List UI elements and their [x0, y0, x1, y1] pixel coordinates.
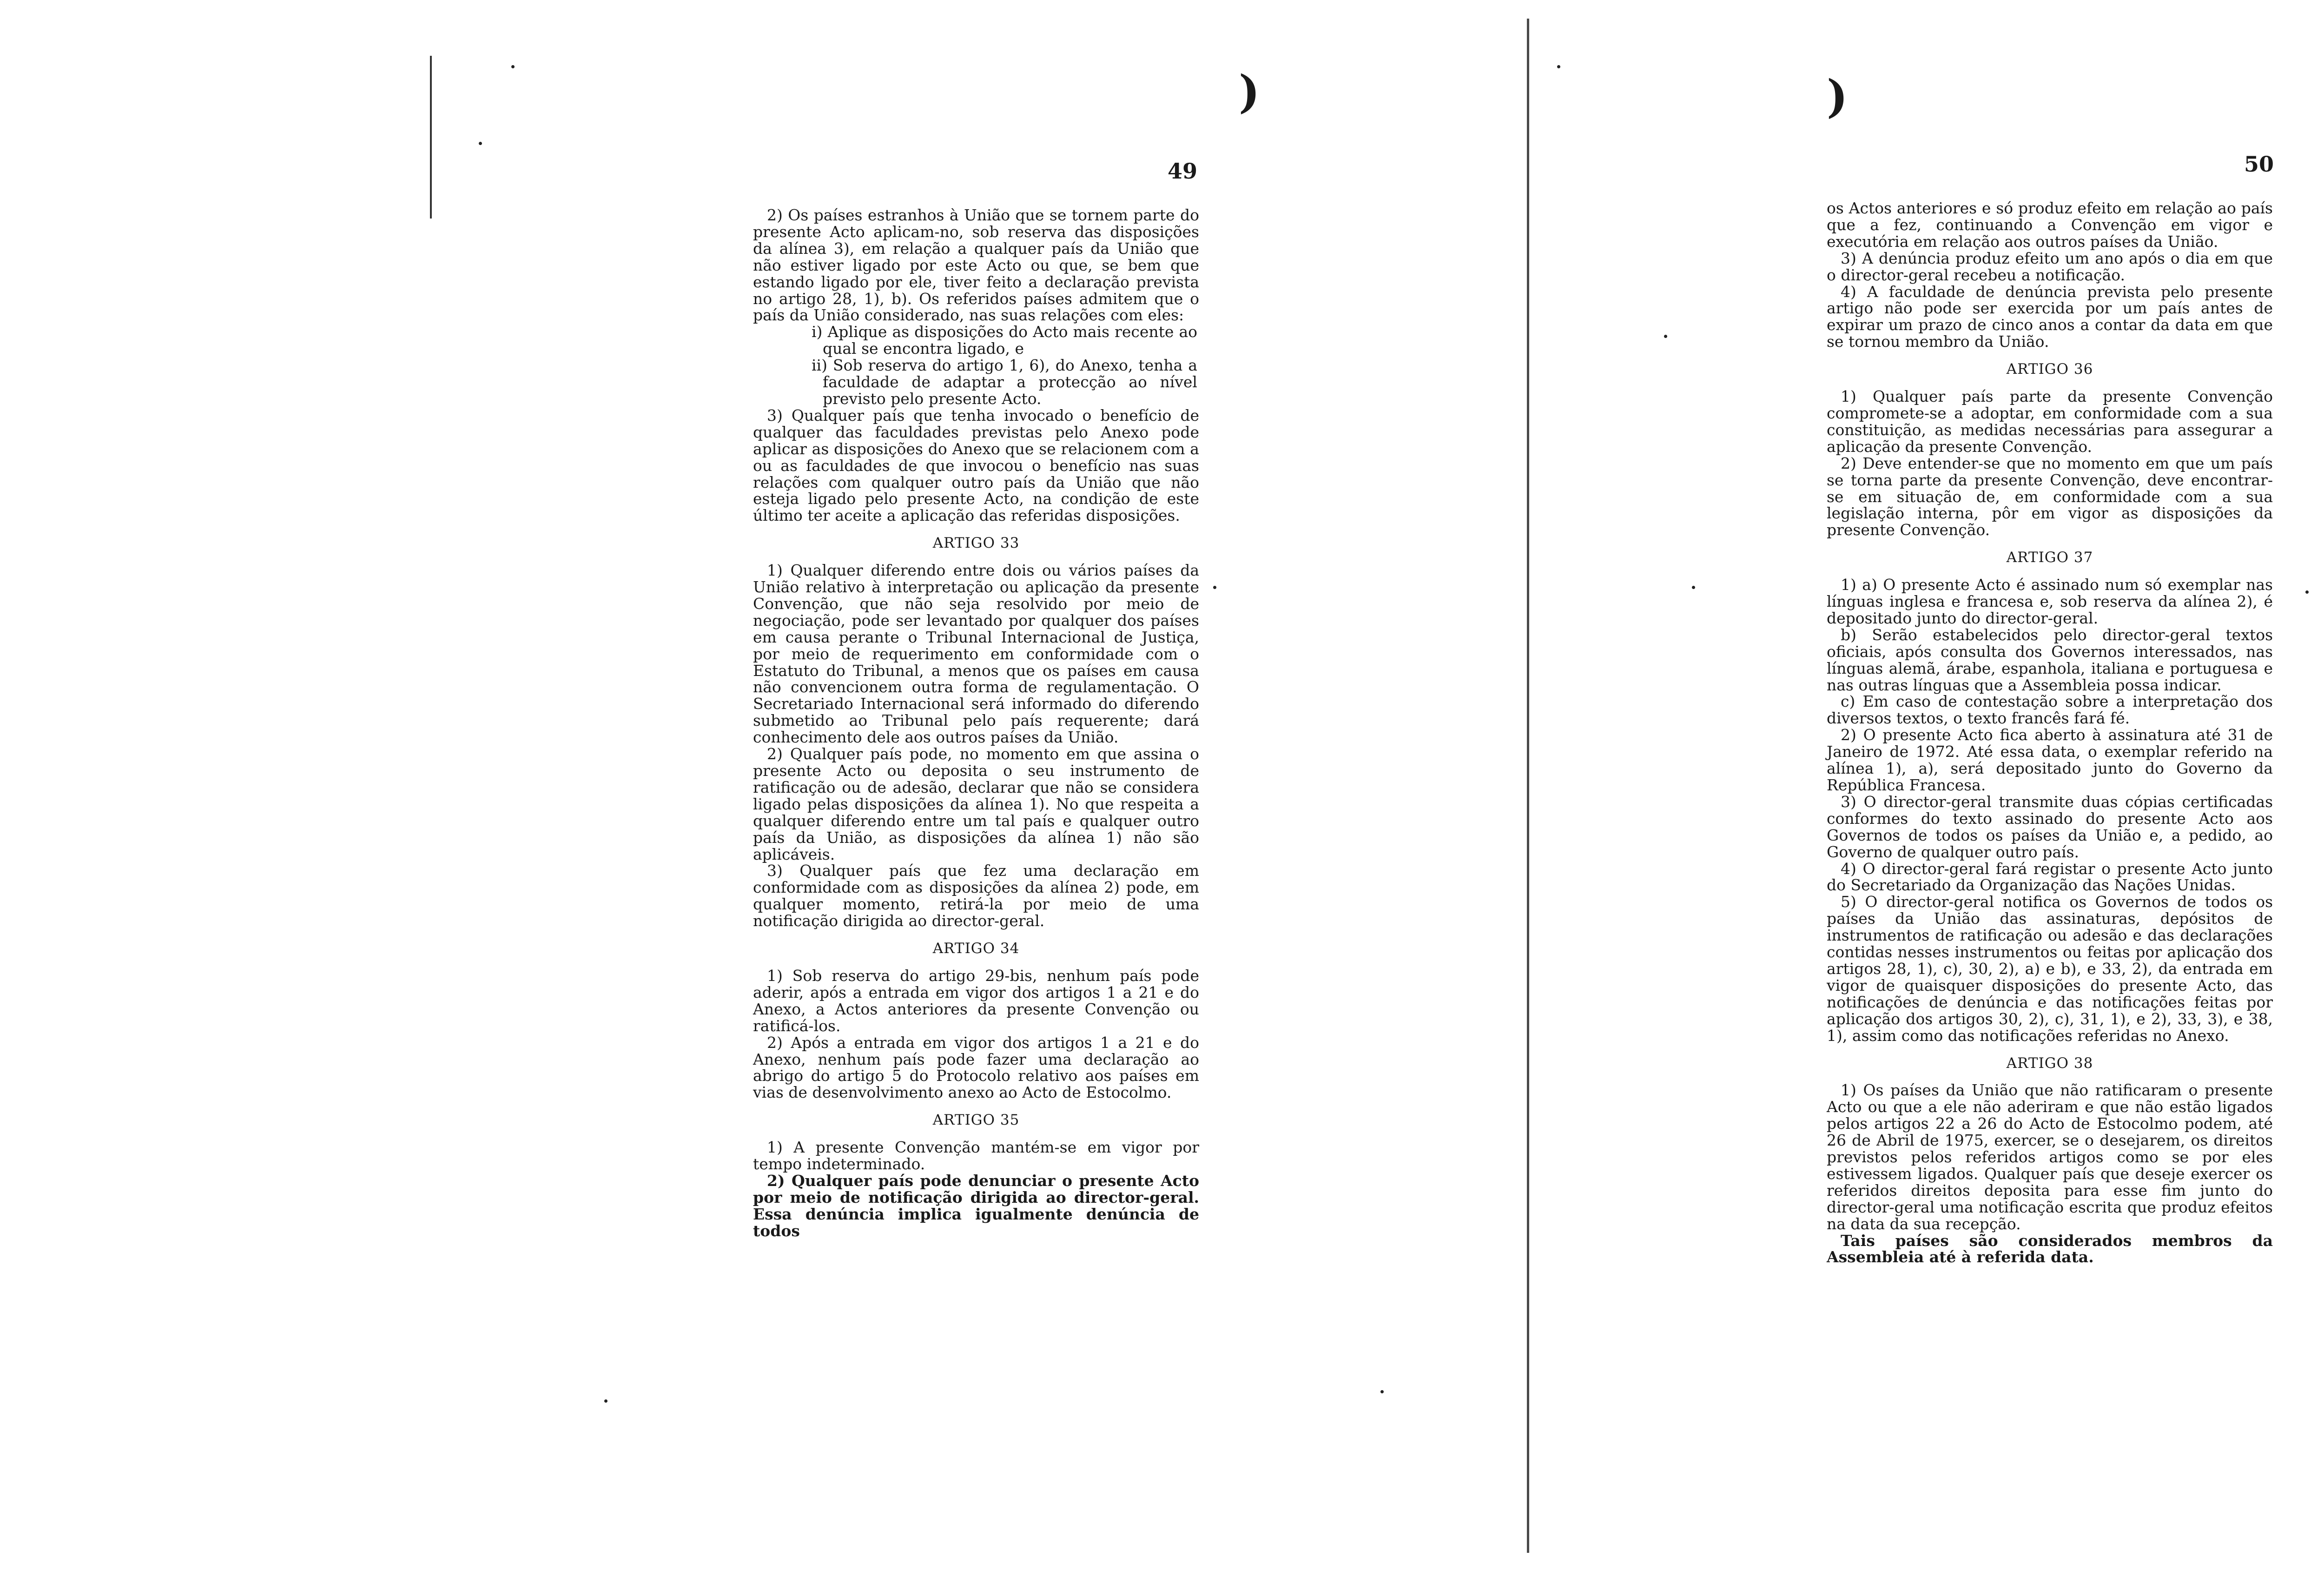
- left-page: [753, 0, 1260, 1577]
- paragraph: 3) O director-geral transmite duas cópias certificadas conformes do texto assinado do presente Acto aos Governos de todos os países da União e, a pedido, ao Governo de qualquer outro país.: [1827, 792, 2273, 861]
- page-number: 49: [1168, 159, 1198, 184]
- paragraph: 1) Qualquer país parte da presente Convenção compromete-se a adoptar, em conformidade com a sua constituição, as medidas necessárias para assegurar a aplicação da presente Convenção.: [1827, 387, 2273, 456]
- paragraph: i) Aplique as disposições do Acto mais recente ao qual se encontra ligado, e: [812, 323, 1197, 358]
- paragraph: 2) Qualquer país pode, no momento em que assina o presente Acto ou deposita o seu instrumento de ratificação ou de adesão, declarar que não se considera ligado pelas disposições da alínea 1). No que respeita a qualquer diferendo entre um tal país e qualquer outro país da União, as disposições da alínea 1) não são aplicáveis.: [753, 745, 1199, 863]
- scan-speck: [1664, 335, 1667, 338]
- article-heading: ARTIGO 37: [2006, 549, 2093, 566]
- article-heading: ARTIGO 33: [932, 535, 1020, 552]
- right-page-text: [1827, 200, 2273, 1266]
- page-number: 50: [2244, 152, 2274, 177]
- paragraph: 1) a) O presente Acto é assinado num só exemplar nas línguas inglesa e francesa e, sob reserva da alínea 2), é depositado junto do director-geral.: [1827, 576, 2273, 627]
- paragraph: 5) O director-geral notifica os Governos de todos os países da União das assinaturas, depósitos de instrumentos de ratificação ou adesão e das declarações contidas nesses instrumentos ou feitas por aplicação dos artigos 28, 1), c), 30, 2), a) e b), e 33, 2), da entrada em vigor de quaisquer disposições do presente Acto, das notificações de denúncia e das notificações feitas por aplicação dos artigos 30, 2), c), 31, 1), e 2), 33, 3), e 38, 1), assim como das notificações referidas no Anexo.: [1827, 893, 2273, 1045]
- paragraph: 4) A faculdade de denúncia prevista pelo presente artigo não pode ser exercida por um país antes de expirar um prazo de cinco anos a contar da data em que se tornou membro da União.: [1827, 282, 2273, 351]
- paragraph: 2) Os países estranhos à União que se tornem parte do presente Acto aplicam-no, sob reserva das disposições da alínea 3), em relação a qualquer país da União que não estiver ligado por este Acto ou que, se bem que estando ligado por ele, tiver feito a declaração prevista no artigo 28, 1), b). Os referidos países admitem que o país da União considerado, nas suas relações com eles:: [753, 206, 1199, 325]
- paragraph: os Actos anteriores e só produz efeito em relação ao país que a fez, continuando a Convenção em vigor e executória em relação aos outros países da União.: [1827, 199, 2273, 251]
- article-heading: ARTIGO 34: [932, 940, 1020, 957]
- paragraph: 3) Qualquer país que tenha invocado o benefício de qualquer das faculdades previstas pelo Anexo pode aplicar as disposições do Anexo que se relacionem com a ou as faculdades de que invocou o benefício nas suas relações com qualquer outro país da União que não esteja ligado pelo presente Acto, na condição de este último ter aceite a aplicação das referidas disposições.: [753, 406, 1199, 525]
- paragraph: 2) Após a entrada em vigor dos artigos 1 a 21 e do Anexo, nenhum país pode fazer uma declaração ao abrigo do artigo 5 do Protocolo relativo aos países em vias de desenvolvimento anexo ao Acto de Estocolmo.: [753, 1033, 1199, 1102]
- paragraph: 1) Os países da União que não ratificaram o presente Acto ou que a ele não aderiram e que não estão ligados pelos artigos 22 a 26 do Acto de Estocolmo podem, até 26 de Abril de 1975, exercer, se o desejarem, os direitos previstos pelos referidos artigos como se por eles estivessem ligados. Qualquer país que deseje exercer os referidos direitos deposita para esse fim junto do director-geral uma notificação escrita que produz efeitos na data da sua recepção.: [1827, 1081, 2273, 1233]
- book-gutter: [1527, 19, 1529, 1553]
- scan-speck: [479, 142, 482, 145]
- scan-speck: [2305, 590, 2309, 594]
- paragraph: b) Serão estabelecidos pelo director-geral textos oficiais, após consulta dos Governos interessados, nas línguas alemã, árabe, espanhola, italiana e portuguesa e nas outras línguas que a Assembleia possa indicar.: [1827, 625, 2273, 694]
- scan-speck: [1692, 586, 1695, 589]
- left-page-text: [753, 207, 1199, 1239]
- article-heading: ARTIGO 36: [2006, 361, 2093, 378]
- paragraph: 3) Qualquer país que fez uma declaração em conformidade com as disposições da alínea 2) pode, em qualquer momento, retirá-la por meio de uma notificação dirigida ao director-geral.: [753, 861, 1199, 930]
- paragraph: 1) A presente Convenção mantém-se em vigor por tempo indeterminado.: [753, 1138, 1199, 1173]
- paragraph: 1) Qualquer diferendo entre dois ou vários países da União relativo à interpretação ou aplicação da presente Convenção, que não seja resolvido por meio de negociação, pode ser levantado por qualquer dos países em causa perante o Tribunal Internacional de Justiça, por meio de requerimento em conformidade com o Estatuto do Tribunal, a menos que os países em causa não convencionem outra forma de regulamentação. O Secretariado Internacional será informado do diferendo submetido ao Tribunal pelo país requerente; dará conhecimento dele aos outros países da União.: [753, 561, 1199, 747]
- paragraph: ii) Sob reserva do artigo 1, 6), do Anexo, tenha a faculdade de adaptar a protecção ao nível previsto pelo presente Acto.: [812, 356, 1197, 408]
- scan-edge-mark: [430, 56, 432, 219]
- paragraph: 2) Deve entender-se que no momento em que um país se torna parte da presente Convenção, deve encontrar-se em situação de, em conformidade com a sua legislação interna, pôr em vigor as disposições da presente Convenção.: [1827, 454, 2273, 539]
- corner-mark: ): [1827, 70, 1848, 123]
- corner-mark: ): [1239, 66, 1260, 118]
- paragraph: 1) Sob reserva do artigo 29-bis, nenhum país pode aderir, após a entrada em vigor dos artigos 1 a 21 e do Anexo, a Actos anteriores da presente Convenção ou ratificá-los.: [753, 966, 1199, 1035]
- paragraph: Tais países são considerados membros da Assembleia até à referida data.: [1827, 1231, 2273, 1266]
- paragraph: 2) O presente Acto fica aberto à assinatura até 31 de Janeiro de 1972. Até essa data, o exemplar referido na alínea 1), a), será depositado junto do Governo da República Francesa.: [1827, 726, 2273, 794]
- paragraph: 4) O director-geral fará registar o presente Acto junto do Secretariado da Organização das Nações Unidas.: [1827, 859, 2273, 895]
- paragraph: 3) A denúncia produz efeito um ano após o dia em que o director-geral recebeu a notificação.: [1827, 249, 2273, 284]
- article-heading: ARTIGO 35: [932, 1112, 1020, 1129]
- scan-speck: [511, 65, 515, 68]
- scan-speck: [1213, 586, 1216, 589]
- article-heading: ARTIGO 38: [2006, 1054, 2093, 1072]
- scan-speck: [1557, 65, 1560, 68]
- paragraph: 2) Qualquer país pode denunciar o presente Acto por meio de notificação dirigida ao director-geral. Essa denúncia implica igualmente denúncia de todos: [753, 1171, 1199, 1240]
- right-page: [1827, 0, 2273, 1577]
- paragraph: c) Em caso de contestação sobre a interpretação dos diversos textos, o texto francês fará fé.: [1827, 692, 2273, 728]
- scan-speck: [1380, 1390, 1384, 1393]
- scan-speck: [604, 1399, 607, 1403]
